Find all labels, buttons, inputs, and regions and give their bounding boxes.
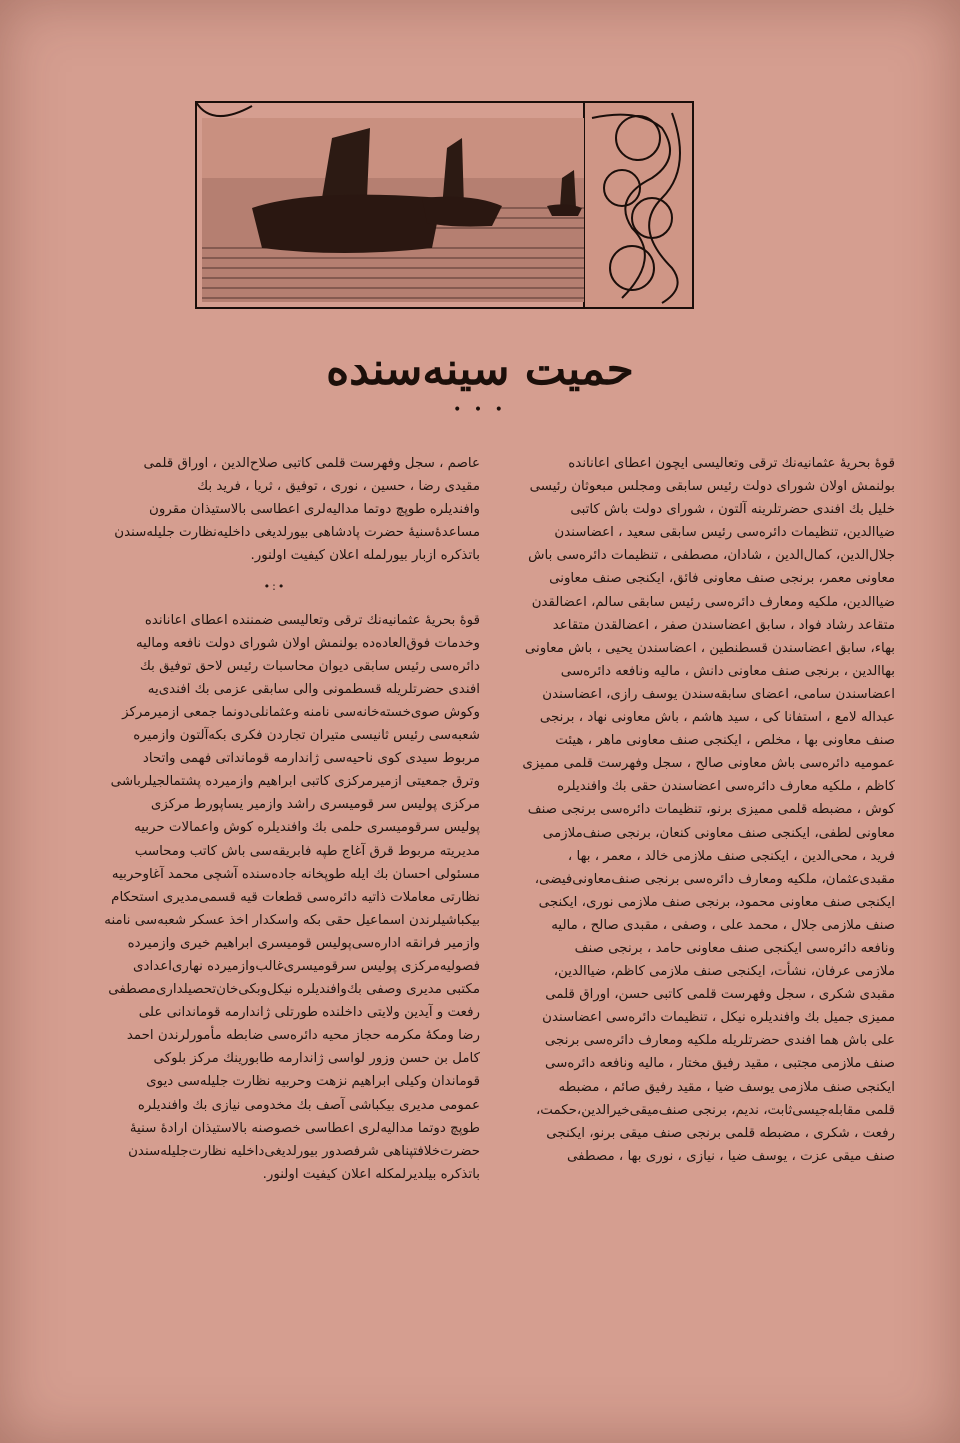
text-line: قوماندان وكیلی ابراهیم نزهت وحربیه نظارت جلیله‌سی دیوی bbox=[146, 1074, 480, 1090]
text-line: عمومی مدیری بیكباشی آصف بك مخدومی نیازی بك وافندیلره bbox=[137, 1097, 480, 1113]
text-line: معاونی لطفی، ایكنجی صنف معاونی كنعان، برنجی صنف‌ملازمی bbox=[542, 825, 895, 841]
text-line: نظارتی معاملات ذاتیه دائره‌سی قطعات قیه قسمی‌مدیری استحكام bbox=[111, 889, 480, 905]
text-line: ملازمی عرفان، نشأت، ایكنجی صنف ملازمی كاظم، ضیاالدین، bbox=[553, 964, 895, 980]
text-line: صنف میقی عزت ، یوسف ضیا ، نیازی ، نوری بها ، مصطفی bbox=[566, 1148, 895, 1164]
text-line: مركزی پولیس سر قومیسری راشد وازمیر یساپورط مركزی bbox=[150, 797, 480, 813]
page-headline: حمیت سینه‌سنده bbox=[326, 344, 634, 395]
text-line: ممیزی جمیل بك وافندیلره نیكل ، تنظیمات دائره‌سی اعضاسندن bbox=[542, 1010, 895, 1026]
text-line: بهاء، سابق اعضاسندن قسطنطین ، اعضاسندن یحیی ، باش معاونی bbox=[524, 640, 895, 656]
section-divider: •:• bbox=[263, 580, 287, 594]
text-line: مقبدی شكری ، سجل وفهرست قلمی كاتبی حسن، اوراق قلمی bbox=[545, 987, 895, 1003]
text-line: علی باش هما افندی حضرتلریله ملكیه ومعارف دائره‌سی برنجی bbox=[544, 1033, 895, 1049]
text-line: ضیاالدین، ملكیه ومعارف دائره‌سی رئیس سابقی سالم، اعضالقدن bbox=[531, 594, 895, 610]
text-line: باتذكره بیلدیرلمكله اعلان كیفیت اولنور. bbox=[262, 1166, 480, 1182]
text-line: قلمی مقابله‌جیسی‌ثابت، ندیم، برنجی صنف‌میقی‌خیرالدین،حكمت، bbox=[535, 1102, 895, 1118]
text-line: ایكنجی صنف ملازمی یوسف ضیا ، مقید رفیق صائم ، مضبطه bbox=[558, 1079, 895, 1095]
text-line: مقبدی‌عثمان، ملكیه ومعارف دائره‌سی برنجی صنف‌معاونی‌فیضی، bbox=[534, 871, 895, 887]
ship-engraving-vignette bbox=[192, 98, 697, 312]
text-line: مربوط سیدی كوی ناحیه‌سی ژاندارمه قومانداتی فهمی واتحاد bbox=[142, 751, 480, 767]
text-line: عمومیه دائره‌سی باش معاونی صالح ، سجل وفهرست قلمی ممیزی bbox=[522, 756, 895, 772]
text-line: باتذكره ازبار بیورلمله اعلان كیفیت اولنور. bbox=[250, 548, 480, 564]
text-line: افندی حضرتلریله قسطمونی والی سابقی عزمی بك افندی‌یه bbox=[147, 681, 480, 697]
text-line: حضرت‌خلافتپناهی شرفصدور بیورلدیغی‌داخلیه نظارت‌جلیله‌سندن bbox=[128, 1143, 480, 1159]
text-line: قوهٔ بحریهٔ عثمانیه‌نك ترقی وتعالیسی ایچون اعطای اعانانده bbox=[568, 456, 895, 471]
text-line: صنف ملازمی جلال ، محمد علی ، وصفی ، مقبدی صالح ، مالیه bbox=[551, 917, 895, 933]
text-line: مقیدی رضا ، حسین ، نوری ، توفیق ، ثریا ، فرید بك bbox=[197, 479, 480, 495]
right-text-column bbox=[468, 452, 895, 1168]
text-line: ونافعه دائره‌سی ایكنجی صنف معاونی حامد ، برنجی صنف bbox=[574, 940, 895, 956]
text-line: مسئولی احسان بك ایله طوپخانه جاده‌سنده آشچی محمد آغاوحربیه bbox=[111, 866, 480, 882]
text-line: كامل بن حسن وزور لواسی ژاندارمه طابورینك مركز بلوكی bbox=[153, 1051, 480, 1067]
text-line: رفعت و آیدین ولایتی داخلنده طورتلی ژاندارمه قوماندانی علی bbox=[138, 1005, 480, 1021]
text-line: بیكباشیلرندن اسماعیل حقی بكه واسكدار اخذ عسكر شعبه‌سی نامنه bbox=[104, 912, 480, 928]
text-line: كاظم ، ملكیه معارف دائره‌سی اعضاسندن حقی بك وافندیلره bbox=[557, 779, 895, 795]
text-line: بهاالدین ، برنجی صنف معاونی دانش ، مالیه ونافعه دائره‌سی bbox=[560, 663, 895, 679]
text-line: پولیس سرقومیسری حلمی بك وافندیلره كوش واعمالات حربیه bbox=[134, 820, 480, 836]
text-line: طوپچ دوتما مدالیه‌لری اعطاسی خصوصنه بالاستیذان ارادهٔ سنیهٔ bbox=[129, 1120, 480, 1136]
text-line: وافندیلره طوپچ دوتما مدالیه‌لری اعطاسی بالاستیذان مقرون bbox=[149, 502, 480, 518]
text-line: فرید ، محی‌الدین ، ایكنجی صنف ملازمی خالد ، معمر ، بها ، bbox=[567, 848, 895, 864]
text-line: معاونی معمر، برنجی صنف معاونی فائق، ایكنجی صنف معاونی bbox=[549, 571, 895, 587]
text-line: بولنمش اولان شورای دولت رئیس سابقی ومجلس مبعوثان رئیسی bbox=[529, 479, 895, 495]
left-paragraph-1 bbox=[70, 452, 480, 567]
text-line: ضیاالدین، تنظیمات دائره‌سی رئیس سابقی سعید ، اعضاسندن bbox=[554, 525, 895, 541]
text-line: صنف ملازمی مجتبی ، مقید رفیق مختار ، مالیه ونافعه دائره‌سی bbox=[544, 1056, 895, 1072]
text-line: عاصم ، سجل وفهرست قلمی كاتبی صلاح‌الدین ، اوراق قلمی bbox=[143, 456, 480, 471]
text-line: مساعدهٔ‌سنیهٔ حضرت پادشاهی بیورلدیغی داخلیه‌نظارت جلیله‌سندن bbox=[114, 525, 480, 541]
text-line: شعبه‌سی رئیس ثانیسی متیران تجاردن فكری بكه‌آلتون وازمیره bbox=[133, 728, 480, 744]
text-line: وترق جمعیتی ازمیرمركزی كاتبی ابراهیم وازمیرده پشتمالجیلرباشی bbox=[110, 774, 480, 790]
left-paragraph-2 bbox=[70, 609, 480, 1186]
text-line: وازمیر فرانقه اداره‌سی‌پولیس قومیسری ابراهیم خیری وازمیرده bbox=[127, 935, 480, 951]
text-line: مدیریته مربوط قرق آغاج طپه فابریقه‌سی باش كاتب ومحاسب bbox=[134, 843, 480, 859]
text-line: خلیل بك افندی حضرتلرینه آلتون ، شورای دولت باش كاتبی bbox=[570, 502, 895, 518]
text-line: كوش ، مضبطه قلمی ممیزی برنو، تنظیمات دائره‌سی برنجی صنف bbox=[527, 802, 895, 818]
text-line: اعضاسندن سامی، اعضای سابقه‌سندن یوسف رازی، اعضاسندن bbox=[542, 686, 895, 702]
text-line: رفعت ، شكری ، مضبطه قلمی برنجی صنف میقی برنو، ایكنجی bbox=[546, 1125, 895, 1141]
text-line: ایكنجی صنف معاونی محمود، برنجی صنف ملازمی نوری، ایكنجی bbox=[538, 894, 895, 910]
text-line: وخدمات فوق‌العاده‌ده بولنمش اولان شورای دولت نافعه ومالیه bbox=[136, 635, 480, 651]
text-line: عبداله لامع ، استفانا كی ، سید هاشم ، باش معاونی نهاد ، برنجی bbox=[539, 710, 895, 726]
text-line: فصولیه‌مركزی پولیس سرقومیسری‌غالب‌وازمیرده نهاری‌اعدادی bbox=[133, 958, 480, 974]
text-line: جلال‌الدین، كمال‌الدین ، شادان، مصطفی ، تنظیمات دائره‌سی باش bbox=[528, 548, 895, 564]
text-line: صنف معاونی بها ، مخلص ، ایكنجی صنف معاونی ماهر ، هیئت bbox=[555, 733, 895, 749]
text-line: رضا ومكهٔ مكرمه حجاز محیه دائره‌سی ضابطه مأمورلرندن احمد bbox=[126, 1028, 480, 1044]
text-line: دائره‌سی رئیس سابقی دیوان محاسبات رئیس لاحق توفیق بك bbox=[139, 658, 480, 674]
text-line: وكوش صوی‌خسته‌خانه‌سی نامنه وعثمانلی‌دونما جمعی ازمیرمركز bbox=[122, 704, 480, 720]
text-line: مكتبی مدیری وصفی بك‌وافندیلره نیكل‌وبكی‌خان‌تحصیلداری‌مصطفی bbox=[108, 982, 480, 998]
left-text-column bbox=[70, 452, 480, 1186]
ornament-dots: • • • bbox=[453, 402, 507, 418]
text-line: قوهٔ بحریهٔ عثمانیه‌نك ترقی وتعالیسی ضمننده اعطای اعانانده bbox=[144, 612, 480, 628]
text-line: متقاعد رشاد فواد ، سابق اعضاسندن صفر ، اعضالقدن متقاعد bbox=[552, 617, 895, 633]
